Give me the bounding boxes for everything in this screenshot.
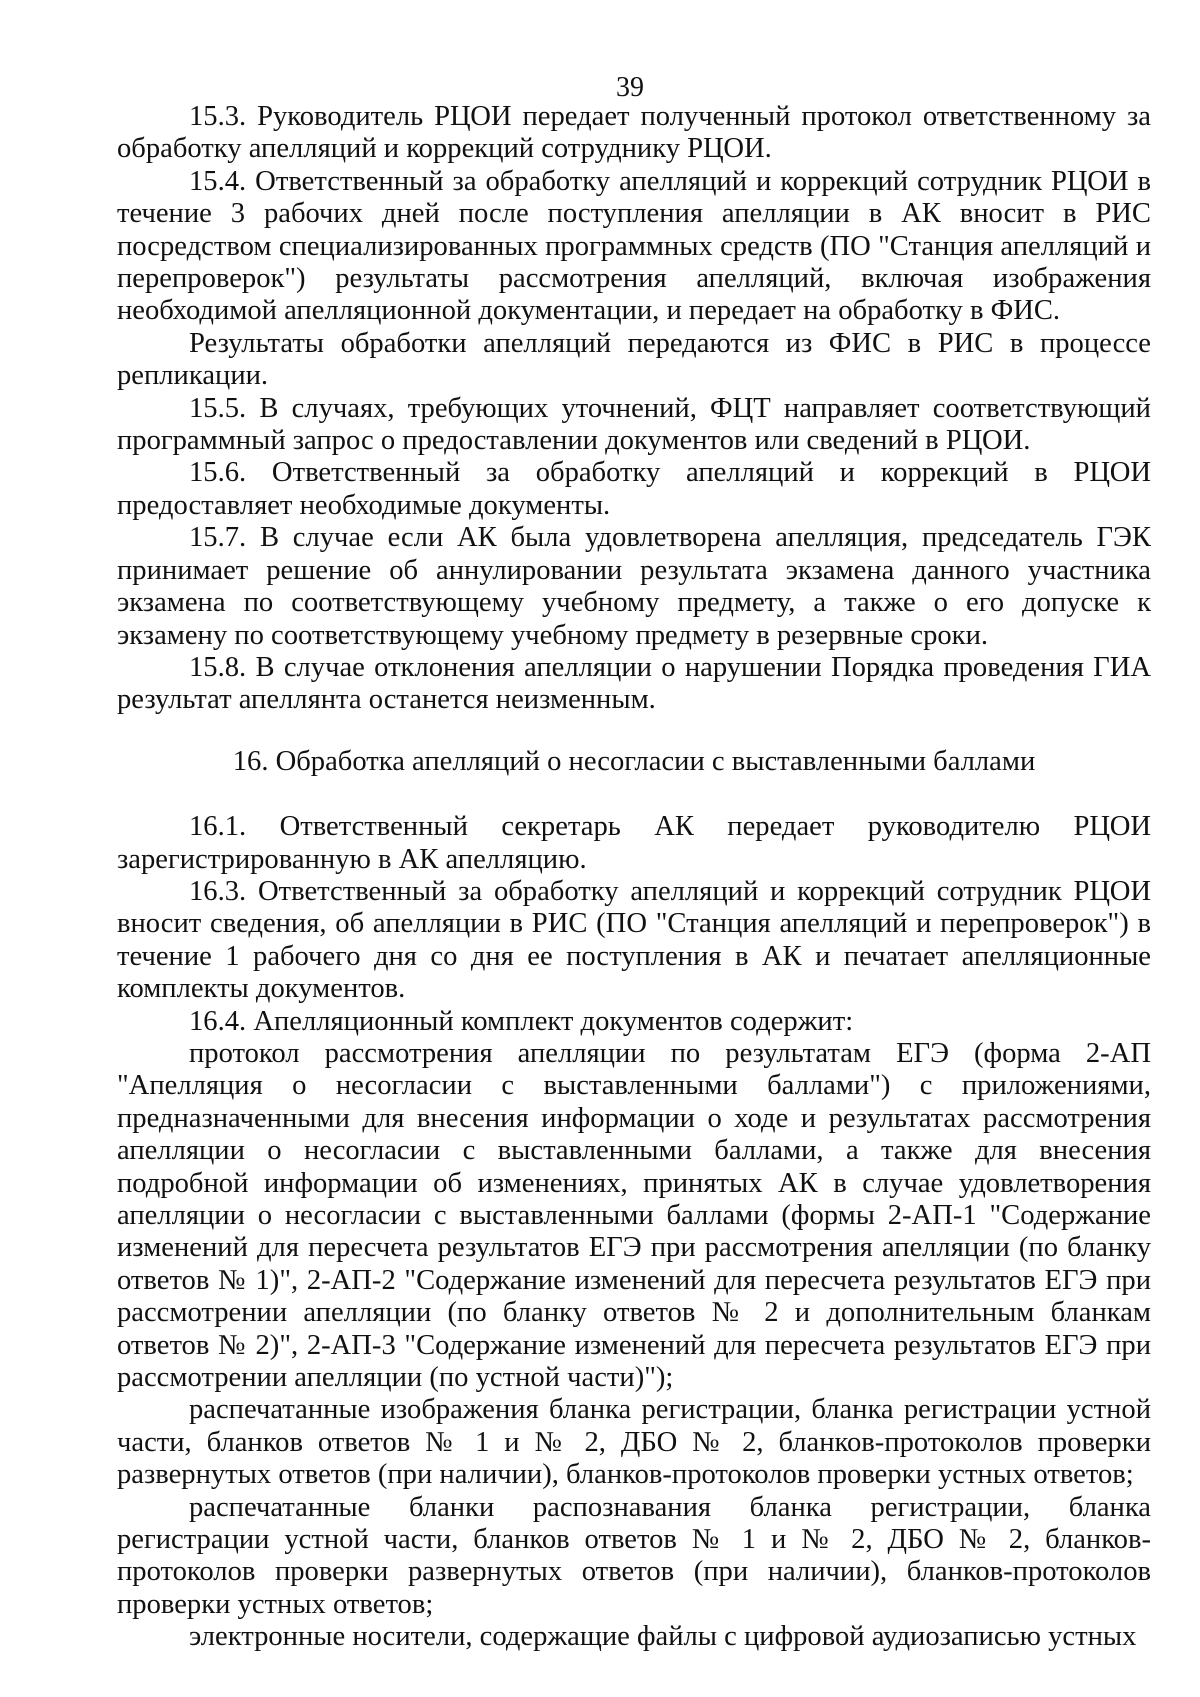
paragraph-15-7: 15.7. В случае если АК была удовлетворена апелляция, председатель ГЭК принимает решение об аннулировании результата экзамена данного участника экзамена по соответствующему учебному предмету, а также о его допуске к экзамену по соответствующему учебному предмету в резервные сроки. [117,522,1151,651]
paragraph-electronic-media-item: электронные носители, содержащие файлы с цифровой аудиозаписью устных [189,1621,1137,1653]
paragraph-16-4: 16.4. Апелляционный комплект документов содержит: [189,1005,854,1037]
paragraph-recognition-forms-item: распечатанные бланки распознавания бланка регистрации, бланка регистрации устной части, бланков ответов № 1 и № 2, ДБО № 2, бланков-протоколов проверки развернутых ответов (при наличии), бланков-протоколов проверки устных ответов; [117,1491,1151,1620]
paragraph-printed-images-item: распечатанные изображения бланка регистрации, бланка регистрации устной части, бланков ответов № 1 и № 2, ДБО № 2, бланков-протоколов проверки развернутых ответов (при наличии), бланков-протоколов проверки устных ответов; [117,1394,1151,1491]
paragraph-16-1: 16.1. Ответственный секретарь АК передает руководителю РЦОИ зарегистрированную в АК апелляцию. [117,811,1151,875]
paragraph-15-8: 15.8. В случае отклонения апелляции о нарушении Порядка проведения ГИА результат апеллянта останется неизменным. [117,651,1151,716]
section-heading: 16. Обработка апелляций о несогласии с выставленными баллами [232,745,1036,777]
paragraph-15-4: 15.4. Ответственный за обработку апелляций и коррекций сотрудник РЦОИ в течение 3 рабочих дней после поступления апелляции в АК вносит в РИС посредством специализированных программных средств (ПО "Станция апелляций и перепроверок") результаты рассмотрения апелляций, включая изображения необходимой апелляционной документации, и передает на обработку в ФИС. [117,165,1151,327]
paragraph-16-3: 16.3. Ответственный за обработку апелляций и коррекций сотрудник РЦОИ вносит сведения, об апелляции в РИС (ПО "Станция апелляций и перепроверок") в течение 1 рабочего дня со дня ее поступления в АК и печатает апелляционные комплекты документов. [117,875,1151,1005]
paragraph-protocol-item: протокол рассмотрения апелляции по результатам ЕГЭ (форма 2-АП "Апелляция о несогласии с выставленными баллами") с приложениями, предназначенными для внесения информации о ходе и результатах рассмотрения апелляции о несогласии с выставленными баллами, а также для внесения подробной информации об изменениях, принятых АК в случае удовлетворения апелляции о несогласии с выставленными баллами (формы 2-АП-1 "Содержание изменений для пересчета результатов ЕГЭ при рассмотрения апелляции (по бланку ответов № 1)", 2-АП-2 "Содержание изменений для пересчета результатов ЕГЭ при рассмотрении апелляции (по бланку ответов № 2 и дополнительным бланкам ответов № 2)", 2-АП-3 "Содержание изменений для пересчета результатов ЕГЭ при рассмотрении апелляции (по устной части)"); [117,1037,1151,1394]
paragraph-replication: Результаты обработки апелляций передаются из ФИС в РИС в процессе репликации. [117,327,1151,392]
page-number: 39 [616,72,644,103]
paragraph-15-6: 15.6. Ответственный за обработку апелляций и коррекций в РЦОИ предоставляет необходимые документы. [117,457,1151,521]
document-body [117,101,1151,1654]
paragraph-15-5: 15.5. В случаях, требующих уточнений, ФЦТ направляет соответствующий программный запрос о предоставлении документов или сведений в РЦОИ. [117,392,1151,457]
paragraph-15-3: 15.3. Руководитель РЦОИ передает полученный протокол ответственному за обработку апелляций и коррекций сотруднику РЦОИ. [117,101,1151,165]
